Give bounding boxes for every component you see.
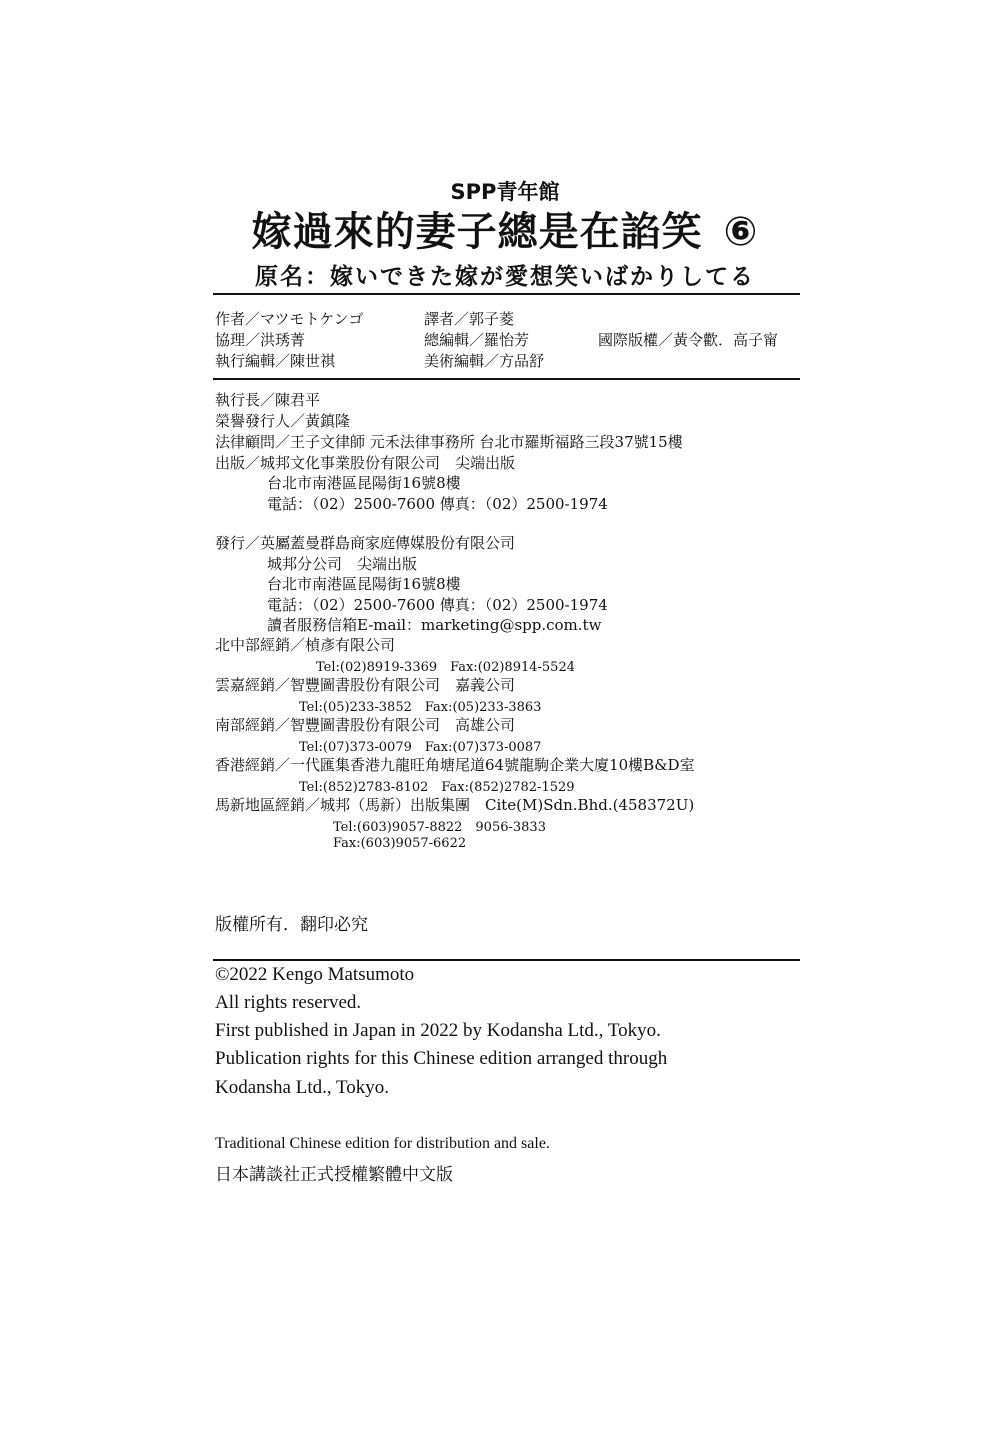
hk-distributor-contact: Tel:(852)2783-8102 Fax:(852)2782-1529	[299, 780, 575, 795]
rights-reserved: All rights reserved.	[215, 992, 362, 1013]
credit-chief-editor: 總編輯／羅怡芳	[424, 331, 530, 349]
credit-translator: 譯者／郭子菱	[424, 310, 515, 328]
publisher-line: 出版／城邦文化事業股份有限公司 尖端出版	[215, 454, 516, 472]
my-distributor-phone: Tel:(603)9057-8822 9056-3833	[333, 820, 546, 835]
publication-rights: Publication rights for this Chinese edition arranged through	[215, 1048, 668, 1069]
ceo-line: 執行長／陳君平	[215, 391, 321, 409]
my-distributor: 馬新地區經銷／城邦（馬新）出版集團 Cite(M)Sdn.Bhd.(458372U)	[215, 796, 695, 814]
authorized-edition: 日本講談社正式授權繁體中文版	[215, 1165, 453, 1185]
credit-rights: 國際版權／黃令歡．高子甯	[598, 331, 779, 349]
copyright-line: ©2022 Kengo Matsumoto	[215, 964, 415, 985]
publication-rights-cont: Kodansha Ltd., Tokyo.	[215, 1077, 390, 1098]
reader-service-email: 讀者服務信箱E-mail：marketing@spp.com.tw	[267, 616, 602, 634]
first-published: First published in Japan in 2022 by Kodansha Ltd., Tokyo.	[215, 1020, 661, 1041]
credit-art-editor: 美術編輯／方品舒	[424, 352, 545, 370]
my-distributor-fax: Fax:(603)9057-6622	[333, 836, 467, 851]
hk-distributor: 香港經銷／一代匯集香港九龍旺角塘尾道64號龍駒企業大廈10樓B&D室	[215, 756, 695, 774]
legal-advisor-line: 法律顧問／王子文律師 元禾法律事務所 台北市羅斯福路三段37號15樓	[215, 433, 683, 451]
south-distributor-contact: Tel:(07)373-0079 Fax:(07)373-0087	[299, 740, 542, 755]
yunjia-distributor: 雲嘉經銷／智豐圖書股份有限公司 嘉義公司	[215, 676, 516, 694]
volume-number: ⑥	[723, 209, 759, 255]
original-title: 原名：嫁いできた嫁が愛想笑いばかりしてる	[255, 264, 755, 290]
publisher-address: 台北市南港區昆陽街16號8樓	[267, 474, 461, 492]
book-title-text: 嫁過來的妻子總是在諂笑	[251, 209, 703, 255]
copyright-notice: 版權所有．翻印必究	[215, 915, 368, 935]
issuer-line: 發行／英屬蓋曼群島商家庭傳媒股份有限公司	[215, 534, 516, 552]
divider-top	[213, 293, 800, 295]
issuer-branch: 城邦分公司 尖端出版	[267, 555, 418, 573]
issuer-phone: 電話：（02）2500-7600 傳真：（02）2500-1974	[267, 596, 608, 614]
edition-note: Traditional Chinese edition for distribution and sale.	[215, 1135, 550, 1152]
divider-middle	[213, 378, 800, 380]
issuer-address: 台北市南港區昆陽街16號8樓	[267, 575, 461, 593]
credit-author: 作者／マツモトケンゴ	[215, 310, 364, 328]
credit-exec-editor: 執行編輯／陳世祺	[215, 352, 336, 370]
imprint-label: SPP青年館	[450, 180, 560, 204]
honorary-publisher-line: 榮譽發行人／黃鎮隆	[215, 412, 351, 430]
yunjia-distributor-contact: Tel:(05)233-3852 Fax:(05)233-3863	[299, 700, 542, 715]
north-distributor: 北中部經銷／楨彥有限公司	[215, 636, 396, 654]
north-distributor-contact: Tel:(02)8919-3369 Fax:(02)8914-5524	[316, 660, 575, 675]
divider-bottom	[213, 959, 800, 961]
south-distributor: 南部經銷／智豐圖書股份有限公司 高雄公司	[215, 716, 516, 734]
credit-coordinator: 協理／洪琇菁	[215, 331, 306, 349]
publisher-phone: 電話：（02）2500-7600 傳真：（02）2500-1974	[267, 495, 608, 513]
book-title	[0, 200, 995, 257]
